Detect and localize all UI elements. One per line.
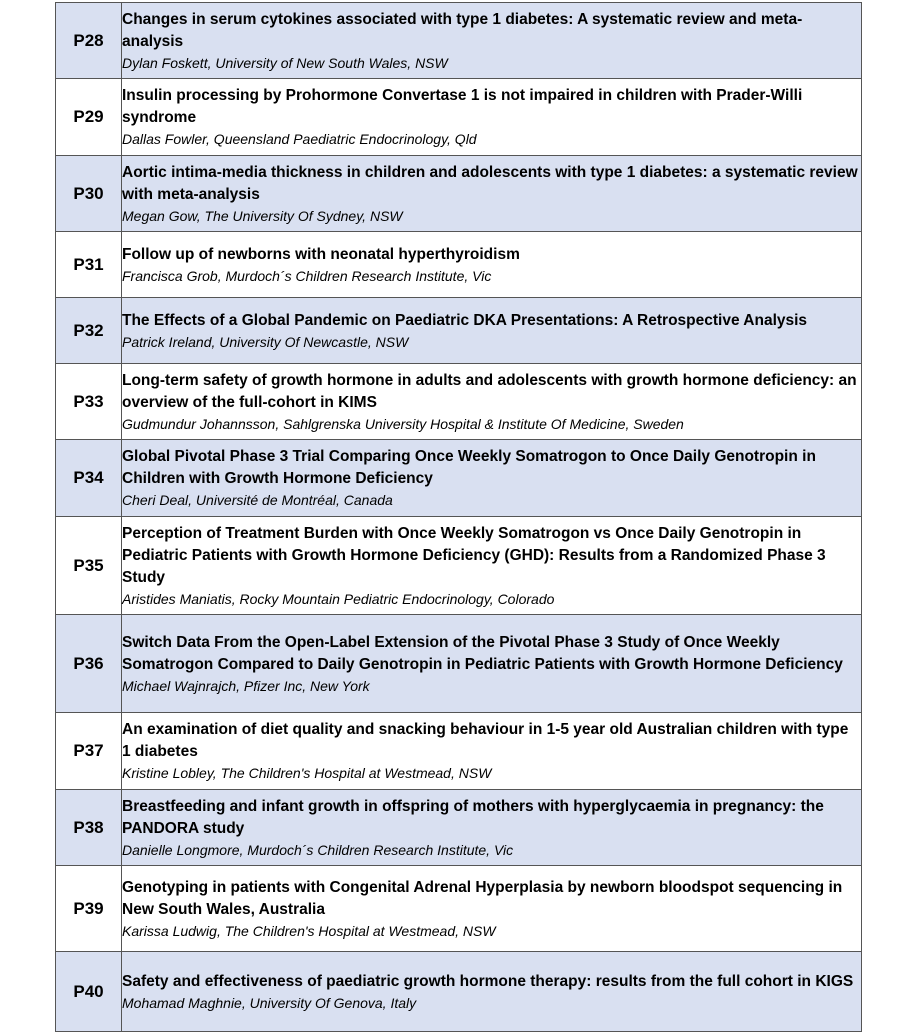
- poster-description: [122, 952, 862, 1032]
- poster-description: [122, 440, 862, 517]
- poster-author: Cheri Deal, Université de Montréal, Canada: [122, 492, 393, 508]
- poster-code: P35: [56, 517, 122, 615]
- poster-title: Changes in serum cytokines associated with type 1 diabetes: A systematic review and meta-analysis: [122, 10, 803, 50]
- poster-title: Long-term safety of growth hormone in adults and adolescents with growth hormone deficiency: an overview of the full-cohort in KIMS: [122, 371, 857, 411]
- poster-description: [122, 517, 862, 615]
- poster-author: Dallas Fowler, Queensland Paediatric Endocrinology, Qld: [122, 131, 477, 147]
- table-row: [56, 615, 862, 713]
- poster-description: [122, 3, 862, 79]
- table-row: [56, 156, 862, 232]
- poster-author: Megan Gow, The University Of Sydney, NSW: [122, 207, 403, 224]
- poster-author: Gudmundur Johannsson, Sahlgrenska University Hospital & Institute Of Medicine, Sweden: [122, 415, 684, 432]
- poster-description: [122, 298, 862, 364]
- poster-description: [122, 615, 862, 713]
- poster-description: [122, 232, 862, 298]
- poster-title: Switch Data From the Open-Label Extension of the Pivotal Phase 3 Study of Once Weekly Somatrogon Compared to Daily Genotropin in Pediatric Patients with Growth Hormone Deficiency: [122, 633, 843, 673]
- poster-description: [122, 79, 862, 156]
- poster-title: Safety and effectiveness of paediatric growth hormone therapy: results from the full cohort in KIGS: [122, 972, 854, 990]
- poster-code: P28: [56, 3, 122, 79]
- poster-title: Perception of Treatment Burden with Once Weekly Somatrogon vs Once Daily Genotropin in Pediatric Patients with Growth Hormone Deficiency (GHD): Results from a Randomized Phase 3 Study: [122, 524, 826, 586]
- poster-author: Michael Wajnrajch, Pfizer Inc, New York: [122, 677, 370, 694]
- poster-title: Insulin processing by Prohormone Convertase 1 is not impaired in children with Prader-Willi syndrome: [122, 87, 803, 126]
- poster-code: P34: [56, 440, 122, 517]
- table-row: [56, 952, 862, 1032]
- table-row: [56, 713, 862, 790]
- poster-description: [122, 713, 862, 790]
- poster-code: P32: [56, 298, 122, 364]
- poster-title: Follow up of newborns with neonatal hyperthyroidism: [122, 245, 520, 263]
- table-row: [56, 790, 862, 866]
- poster-code: P40: [56, 952, 122, 1032]
- poster-description: [122, 364, 862, 440]
- poster-title: Global Pivotal Phase 3 Trial Comparing Once Weekly Somatrogon to Once Daily Genotropin in Children with Growth Hormone Deficiency: [122, 448, 816, 487]
- poster-title: Aortic intima-media thickness in children and adolescents with type 1 diabetes: a systematic review with meta-analysis: [122, 163, 858, 203]
- table-row: [56, 440, 862, 517]
- poster-title: An examination of diet quality and snacking behaviour in 1-5 year old Australian children with type 1 diabetes: [122, 721, 849, 760]
- poster-author: Francisca Grob, Murdoch´s Children Research Institute, Vic: [122, 267, 492, 284]
- poster-author: Karissa Ludwig, The Children's Hospital at Westmead, NSW: [122, 922, 496, 939]
- poster-code: P37: [56, 713, 122, 790]
- poster-author: Dylan Foskett, University of New South Wales, NSW: [122, 54, 448, 71]
- table-row: [56, 866, 862, 952]
- poster-author: Patrick Ireland, University Of Newcastle, NSW: [122, 333, 409, 350]
- table-row: [56, 298, 862, 364]
- poster-code: P36: [56, 615, 122, 713]
- table-row: [56, 517, 862, 615]
- poster-author: Danielle Longmore, Murdoch´s Children Research Institute, Vic: [122, 841, 514, 858]
- poster-author: Aristides Maniatis, Rocky Mountain Pediatric Endocrinology, Colorado: [122, 590, 555, 607]
- poster-code: P31: [56, 232, 122, 298]
- table-row: [56, 3, 862, 79]
- poster-code: P29: [56, 79, 122, 156]
- poster-title: Breastfeeding and infant growth in offspring of mothers with hyperglycaemia in pregnancy: the PANDORA study: [122, 797, 824, 837]
- poster-code: P39: [56, 866, 122, 952]
- poster-title: The Effects of a Global Pandemic on Paediatric DKA Presentations: A Retrospective Analysis: [122, 311, 808, 329]
- poster-title: Genotyping in patients with Congenital Adrenal Hyperplasia by newborn bloodspot sequencing in New South Wales, Australia: [122, 878, 843, 918]
- poster-description: [122, 156, 862, 232]
- poster-table: [55, 2, 862, 1032]
- poster-code: P38: [56, 790, 122, 866]
- poster-table-body: [56, 3, 862, 1032]
- table-row: [56, 79, 862, 156]
- table-row: [56, 232, 862, 298]
- poster-code: P33: [56, 364, 122, 440]
- poster-description: [122, 866, 862, 952]
- poster-author: Mohamad Maghnie, University Of Genova, Italy: [122, 994, 417, 1011]
- poster-code: P30: [56, 156, 122, 232]
- poster-description: [122, 790, 862, 866]
- poster-author: Kristine Lobley, The Children's Hospital at Westmead, NSW: [122, 765, 492, 781]
- table-row: [56, 364, 862, 440]
